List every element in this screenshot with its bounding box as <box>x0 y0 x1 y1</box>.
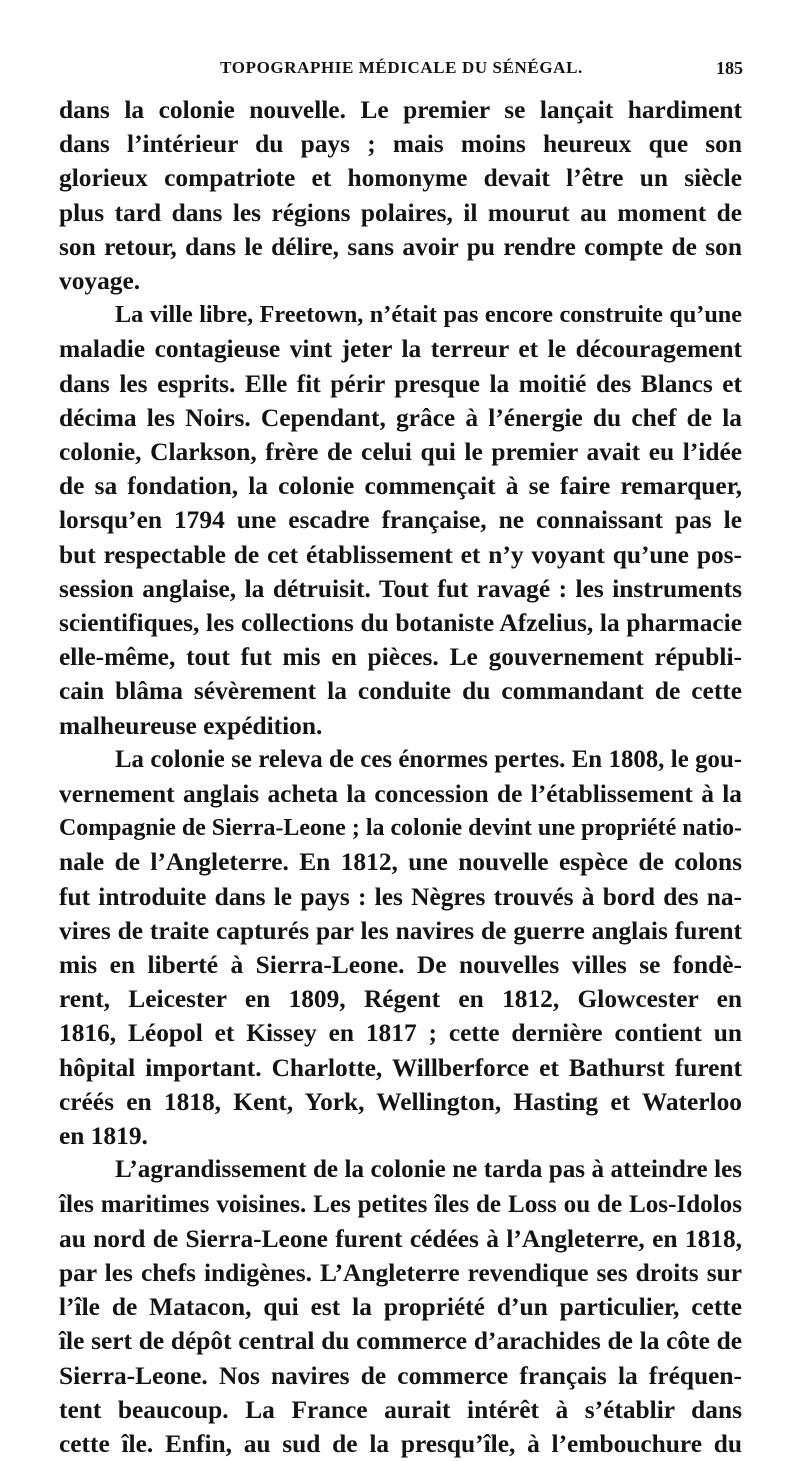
text-line: La ville libre, Freetown, n’était pas encore construite qu’une <box>115 301 742 329</box>
text-line: par les chefs indigènes. L’Angleterre revendique ses droits sur <box>59 1258 742 1287</box>
text-line: au nord de Sierra-Leone furent cédées à l’Angleterre, en 1818, <box>59 1224 742 1253</box>
text-line: créés en 1818, Kent, York, Wellington, Hasting et Waterloo <box>59 1087 742 1116</box>
text-line: de sa fondation, la colonie commençait à se faire remarquer, <box>59 472 742 501</box>
text-line: Sierra-Leone. Nos navires de commerce français la fréquen- <box>59 1361 742 1390</box>
text-line: but respectable de cet établissement et n’y voyant qu’une pos- <box>59 540 742 569</box>
text-line: dans les esprits. Elle fit périr presque la moitié des Blancs et <box>59 369 742 398</box>
text-line: L’agrandissement de la colonie ne tarda pas à atteindre les <box>115 1156 742 1184</box>
text-line: rent, Leicester en 1809, Régent en 1812, Glowcester en <box>59 985 742 1014</box>
text-line: colonie, Clarkson, frère de celui qui le premier avait eu l’idée <box>59 438 742 467</box>
text-line: nale de l’Angleterre. En 1812, une nouvelle espèce de colons <box>59 848 742 877</box>
text-line: maladie contagieuse vint jeter la terreur et le découragement <box>59 335 742 364</box>
text-line: vernement anglais acheta la concession de l’établissement à la <box>59 780 742 809</box>
text-line: session anglaise, la détruisit. Tout fut ravagé : les instruments <box>59 574 742 603</box>
text-line: l’île de Matacon, qui est la propriété d’un particulier, cette <box>59 1293 742 1322</box>
text-line: 1816, Léopol et Kissey en 1817 ; cette dernière contient un <box>59 1019 742 1048</box>
text-line: décima les Noirs. Cependant, grâce à l’énergie du chef de la <box>59 403 742 432</box>
text-line: lorsqu’en 1794 une escadre française, ne connaissant pas le <box>59 506 742 535</box>
text-line: dans la colonie nouvelle. Le premier se lançait hardiment <box>59 96 742 124</box>
text-line: La colonie se releva de ces énormes pertes. En 1808, le gou- <box>115 745 742 773</box>
text-line: malheureuse expédition. <box>59 711 323 740</box>
text-line: en 1819. <box>59 1122 148 1151</box>
text-line: île sert de dépôt central du commerce d’arachides de la côte de <box>59 1327 742 1356</box>
text-line: elle-même, tout fut mis en pièces. Le gouvernement républi- <box>59 643 742 672</box>
running-header <box>60 58 743 88</box>
text-line: hôpital important. Charlotte, Willberforce et Bathurst furent <box>59 1053 742 1082</box>
text-line: plus tard dans les régions polaires, il mourut au moment de <box>59 198 742 227</box>
text-line: cette île. Enfin, au sud de la presqu’île, à l’embouchure du <box>59 1429 742 1458</box>
text-line: cain blâma sévèrement la conduite du commandant de cette <box>59 677 742 706</box>
text-line: tent beaucoup. La France aurait intérêt à s’établir dans <box>59 1395 742 1424</box>
text-line: vires de traite capturés par les navires de guerre anglais furent <box>59 916 742 945</box>
text-line: dans l’intérieur du pays ; mais moins heureux que son <box>59 130 742 159</box>
page-number: 185 <box>716 58 743 78</box>
text-line: glorieux compatriote et homonyme devait l’être un siècle <box>59 164 742 193</box>
text-line: Compagnie de Sierra-Leone ; la colonie devint une propriété natio- <box>59 815 742 842</box>
text-line: îles maritimes voisines. Les petites îles de Loss ou de Los-Idolos <box>59 1190 742 1218</box>
running-title: TOPOGRAPHIE MÉDICALE DU SÉNÉGAL. <box>220 58 583 77</box>
text-line: voyage. <box>59 267 141 296</box>
text-line: son retour, dans le délire, sans avoir pu rendre compte de son <box>59 232 742 261</box>
text-line: fut introduite dans le pays : les Nègres trouvés à bord des na- <box>59 882 742 911</box>
text-line: mis en liberté à Sierra-Leone. De nouvelles villes se fondè- <box>59 951 742 980</box>
text-line: scientifiques, les collections du botaniste Afzelius, la pharmacie <box>59 609 742 638</box>
body-text <box>59 93 742 1461</box>
